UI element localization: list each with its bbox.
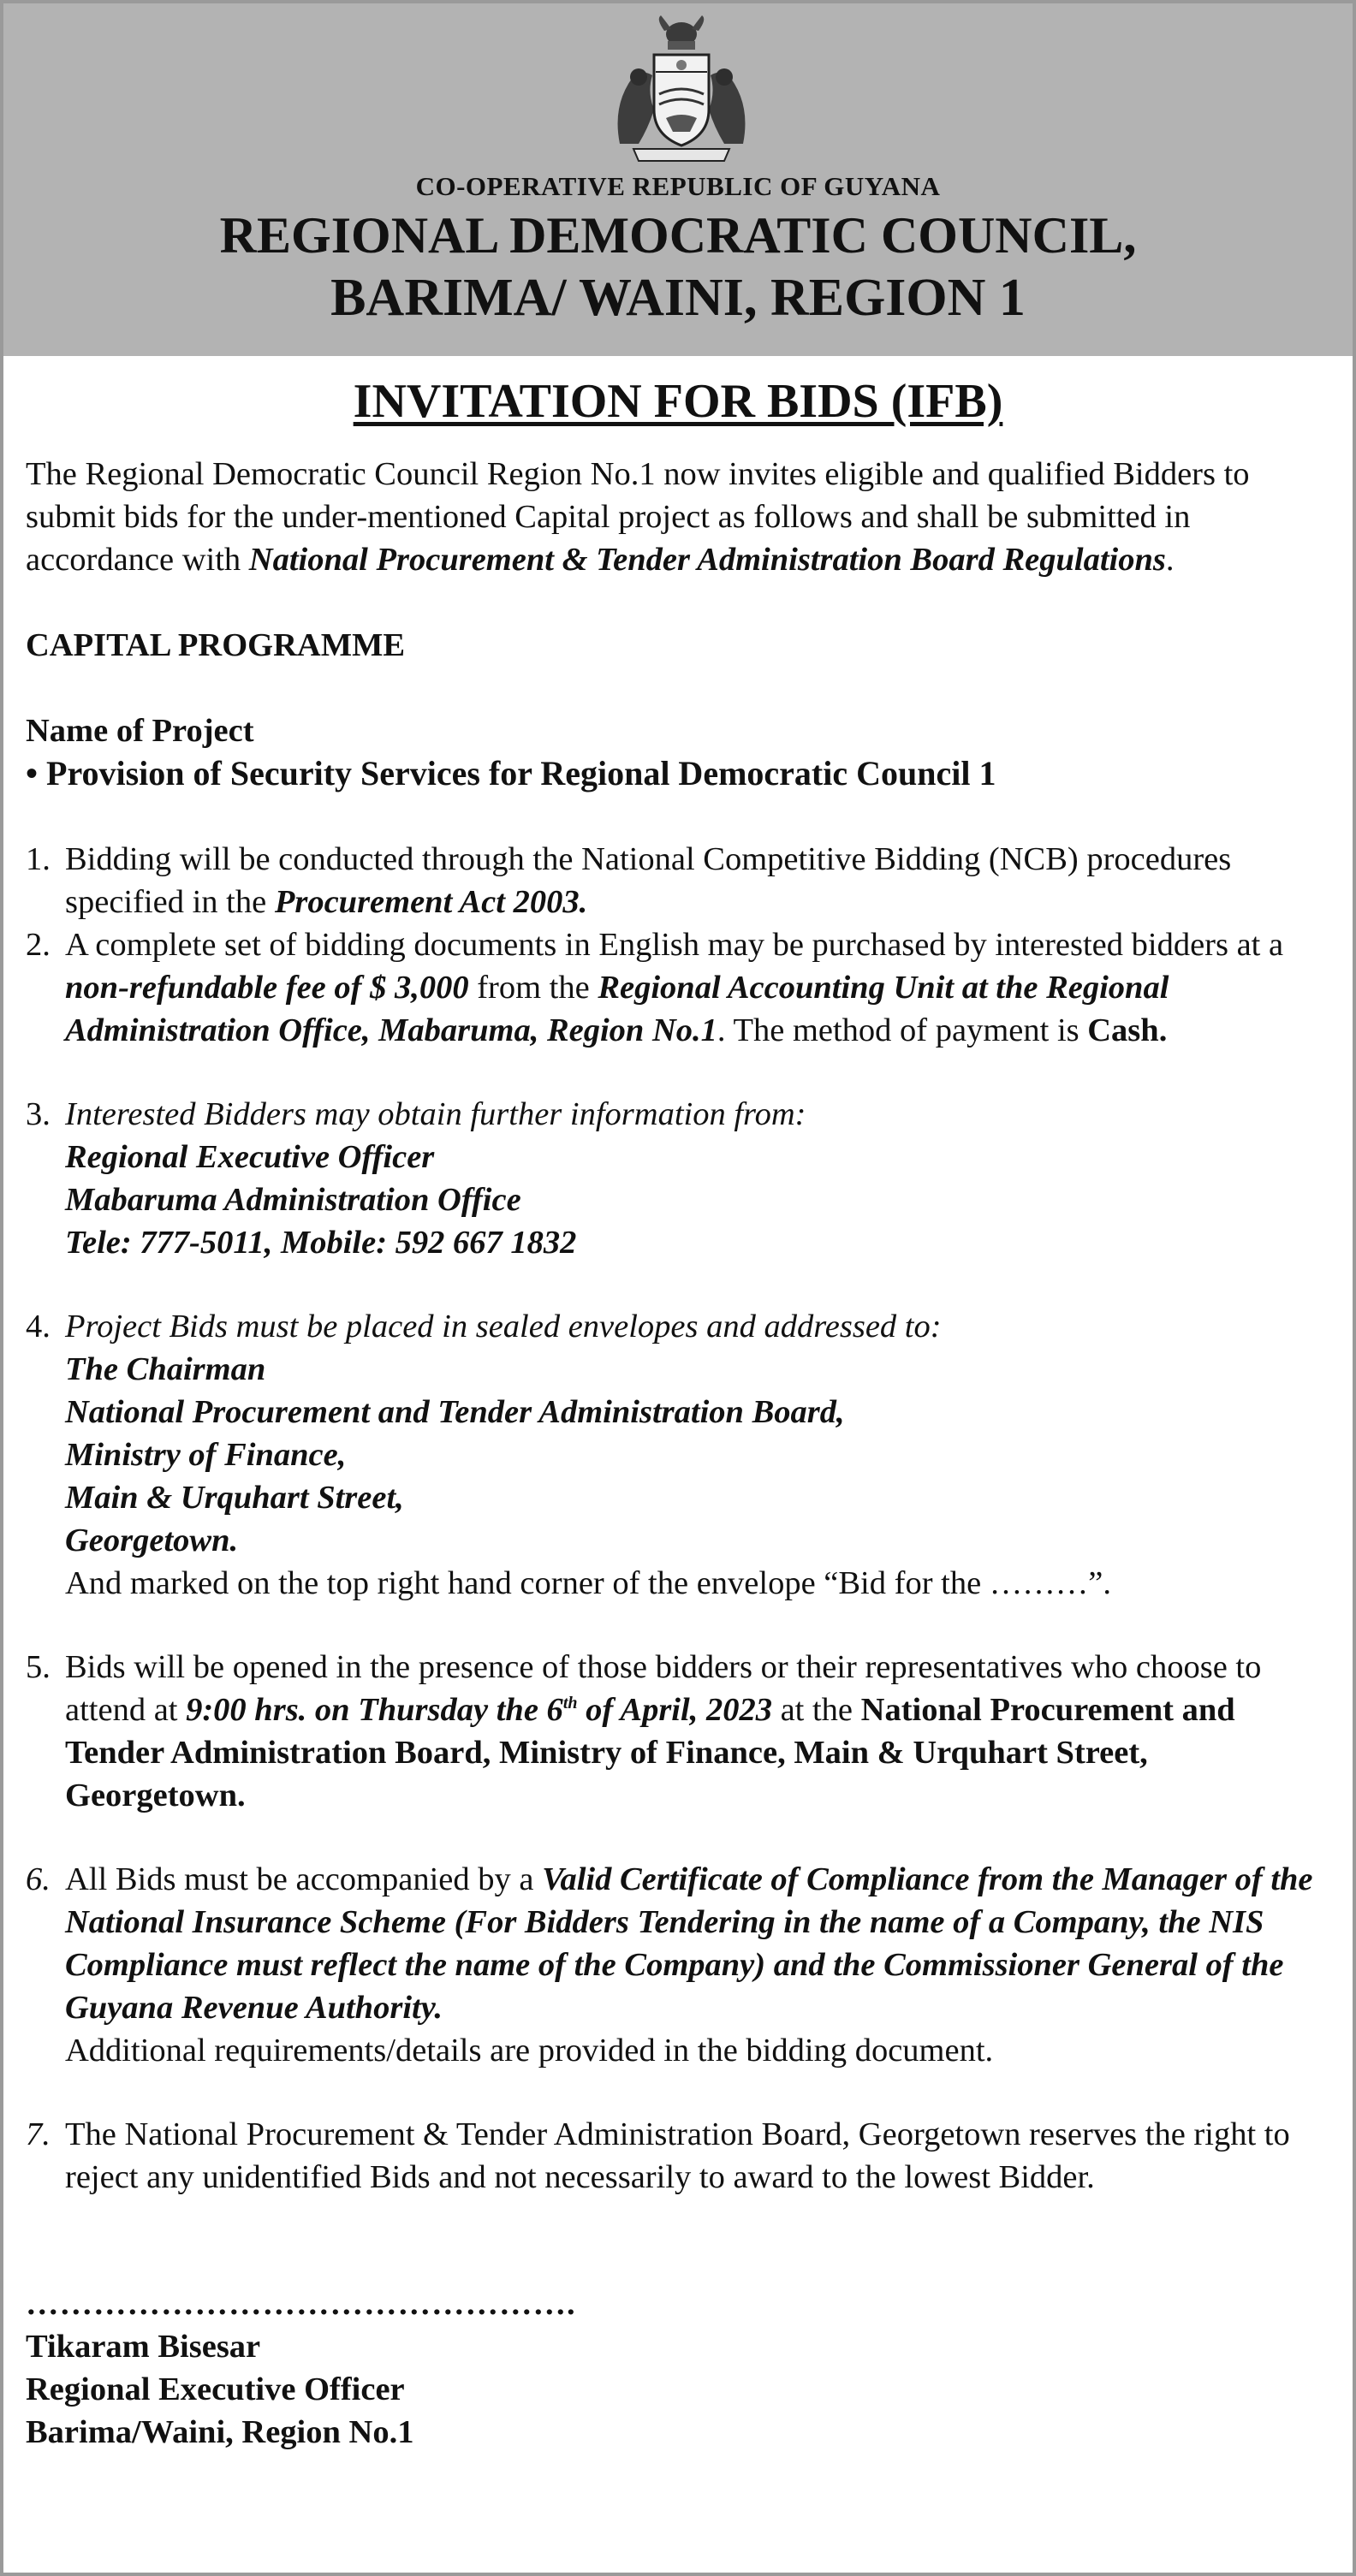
list-item-4 <box>26 1305 1330 1348</box>
intro-end: . <box>1165 542 1175 579</box>
address-line-1: The Chairman <box>65 1351 266 1388</box>
list-item-6 <box>26 1858 1330 2072</box>
republic-name: CO-OPERATIVE REPUBLIC OF GUYANA <box>415 171 941 201</box>
item-emphasis: Procurement Act 2003. <box>274 884 588 921</box>
address-line-2: National Procurement and Tender Administration Board, <box>65 1394 845 1431</box>
item-text: Bids will be opened in the presence of those bidders or their representatives who choose to attend at <box>65 1649 1262 1729</box>
project-name: Provision of Security Services for Regional Democratic Council 1 <box>46 754 996 793</box>
contact-line-2: Mabaruma Administration Office <box>65 1182 521 1219</box>
header-banner <box>3 3 1353 356</box>
region-name: BARIMA/ WAINI, REGION 1 <box>330 269 1026 327</box>
notice-body <box>3 373 1353 2454</box>
list-item-2 <box>26 923 1330 1052</box>
project-label: Name of Project <box>26 713 254 750</box>
address-line-3: Ministry of Finance, <box>65 1437 347 1474</box>
payment-method: Cash. <box>1087 1012 1168 1049</box>
signatory-role: Regional Executive Officer <box>26 2371 405 2408</box>
office-emphasis: Regional Accounting Unit at the Regional Administration Office, Mabaruma, Region No.1 <box>65 970 1169 1049</box>
list-item-7 <box>26 2113 1330 2199</box>
capital-programme-heading: CAPITAL PROGRAMME <box>26 627 406 664</box>
bullet-icon: • <box>26 754 39 793</box>
item-text: The National Procurement & Tender Administration Board, Georgetown reserves the right to reject any unidentified Bids and not necessarily to award to the lowest Bidder. <box>65 2116 1290 2196</box>
item-text: A complete set of bidding documents in English may be purchased by interested bidders at a <box>65 927 1284 964</box>
council-name: REGIONAL DEMOCRATIC COUNCIL, <box>219 207 1137 264</box>
item-number: 6. <box>26 1861 51 1898</box>
item-number: 5. <box>26 1649 51 1686</box>
compliance-requirement: Valid Certificate of Compliance from the Manager of the National Insurance Scheme (For Bidders Tendering in the name of a Company, the NIS Compliance must reflect the name of the Company) and the Commissioner General of the Guyana Revenue Authority. <box>65 1861 1313 2027</box>
intro-paragraph <box>26 453 1330 581</box>
project-item <box>26 752 1330 795</box>
intro-text: The Regional Democratic Council Region No.1 now invites eligible and qualified Bidders to submit bids for the under-mentioned Capital project as follows and shall be submitted in accordance with <box>26 456 1250 579</box>
item-lead: Project Bids must be placed in sealed envelopes and addressed to: <box>65 1309 942 1345</box>
opening-date: of April, 2023 <box>577 1692 772 1729</box>
ifb-title: INVITATION FOR BIDS (IFB) <box>353 375 1003 428</box>
item-number: 4. <box>26 1309 51 1345</box>
item-text: . The method of payment is <box>717 1012 1088 1049</box>
address-line-5: Georgetown. <box>65 1522 239 1559</box>
intro-emphasis: National Procurement & Tender Administration Board Regulations <box>248 542 1166 579</box>
item-number: 7. <box>26 2116 51 2153</box>
item-lead: Interested Bidders may obtain further information from: <box>65 1096 806 1133</box>
signatory-name: Tikaram Bisesar <box>26 2329 261 2365</box>
opening-time: 9:00 hrs. on Thursday the 6 <box>186 1692 563 1729</box>
item-text: Additional requirements/details are provided in the bidding document. <box>65 2033 994 2069</box>
envelope-note: And marked on the top right hand corner of the envelope “Bid for the ………”. <box>65 1565 1112 1602</box>
signatory-place: Barima/Waini, Region No.1 <box>26 2414 414 2451</box>
item-number: 2. <box>26 927 51 964</box>
fee-emphasis: non-refundable fee of $ 3,000 <box>65 970 469 1006</box>
item-number: 3. <box>26 1096 51 1133</box>
item-text: All Bids must be accompanied by a <box>65 1861 543 1898</box>
list-item-5 <box>26 1646 1330 1817</box>
item-text: from the <box>468 970 598 1006</box>
signature-line: …………………………………………. <box>26 2286 576 2323</box>
item-text: at the <box>771 1692 861 1729</box>
address-line-4: Main & Urquhart Street, <box>65 1480 404 1517</box>
ordinal-suffix: th <box>562 1694 578 1713</box>
item-text: Bidding will be conducted through the National Competitive Bidding (NCB) procedures specified in the <box>65 841 1232 921</box>
contact-phone: Tele: 777-5011, Mobile: 592 667 1832 <box>65 1225 577 1261</box>
list-item-3 <box>26 1093 1330 1136</box>
guyana-coat-of-arms-icon <box>604 15 758 168</box>
contact-line-1: Regional Executive Officer <box>65 1139 435 1176</box>
list-item-1 <box>26 838 1330 923</box>
opening-venue: National Procurement and Tender Administration Board, Ministry of Finance, Main & Urquhart Street, Georgetown. <box>65 1692 1235 1814</box>
item-number: 1. <box>26 841 51 878</box>
